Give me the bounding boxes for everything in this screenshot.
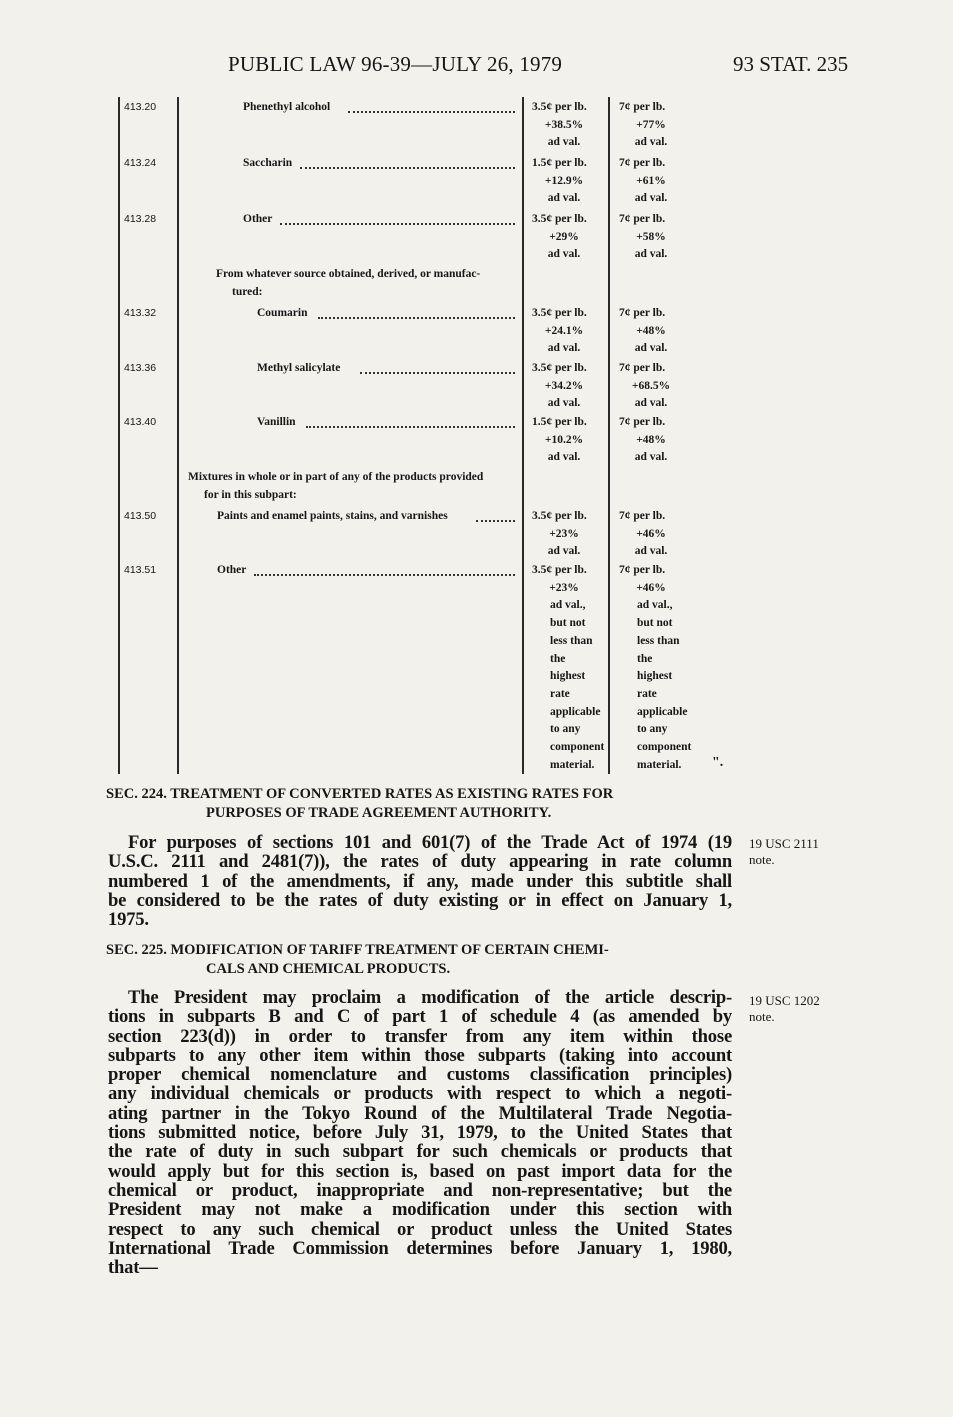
leader-dots xyxy=(280,222,515,225)
rate-column-2: 7¢ per lb. +61% ad val. xyxy=(619,157,668,205)
rate-column-1: 3.5¢ per lb. +24.1% ad val. xyxy=(532,307,587,355)
rate-column-2: 7¢ per lb. +77% ad val. xyxy=(619,101,668,149)
subheading-source: From whatever source obtained, derived, or manufac- xyxy=(216,268,481,280)
rate-column-1: 3.5¢ per lb. +38.5% ad val. xyxy=(532,101,587,149)
article-description: Other xyxy=(217,564,247,576)
rate-column-2: 7¢ per lb. +48% ad val. xyxy=(619,416,668,464)
rate-column-2: 7¢ per lb. +46% ad val., but not less than the highest rate applicable to any component material. xyxy=(619,564,692,771)
table-rule-rate1 xyxy=(522,97,524,774)
article-description: Paints and enamel paints, stains, and varnishes xyxy=(217,510,448,522)
subheading-mixtures: Mixtures in whole or in part of any of the products provided xyxy=(188,471,484,483)
article-description: Methyl salicylate xyxy=(257,362,341,374)
item-number: 413.32 xyxy=(124,307,157,319)
leader-dots xyxy=(348,110,515,113)
item-number: 413.50 xyxy=(124,510,157,522)
article-description: Other xyxy=(243,213,273,225)
table-rule-desc xyxy=(177,97,179,774)
section-225-body: The President may proclaim a modification of the article descrip- tions in subparts B and C of part 1 of schedule 4 (as amended by section 223(d)) in order to transfer from any item within those subparts to any other item within those subparts (taking into account proper chemical nomenclature and customs classification principles) any individual chemicals or products with respect to which a negoti- ating partner in the Tokyo Round of the Multilateral Trade Negotia- tions submitted notice, before July 31, 1979, to the United States that the rate of duty in such subpart for such chemicals or products that would apply but for this section is, based on past import data for the chemical or product, inappropriate and non-representative; but the President may not make a modification under this section with respect to any such chemical or product unless the United States International Trade Commission determines before January 1, 1980, that— xyxy=(108,987,732,1279)
running-header-title: PUBLIC LAW 96-39—JULY 26, 1979 xyxy=(228,52,563,76)
article-description: Vanillin xyxy=(257,416,296,428)
item-number: 413.28 xyxy=(124,213,157,225)
subheading-mixtures-cont: for in this subpart: xyxy=(204,489,297,501)
rate-column-1: 3.5¢ per lb. +23% ad val., but not less than the highest rate applicable to any component material. xyxy=(532,564,605,771)
rate-column-2: 7¢ per lb. +58% ad val. xyxy=(619,213,668,261)
rate-column-1: 1.5¢ per lb. +12.9% ad val. xyxy=(532,157,587,205)
leader-dots xyxy=(300,166,515,169)
section-225-heading: SEC. 225. MODIFICATION OF TARIFF TREATMENT OF CERTAIN CHEMI- CALS AND CHEMICAL PRODUCTS. xyxy=(106,942,609,977)
subheading-source-cont: tured: xyxy=(232,286,263,298)
article-description: Saccharin xyxy=(243,157,293,169)
rate-column-2: 7¢ per lb. +68.5% ad val. xyxy=(619,362,671,410)
item-number: 413.51 xyxy=(124,564,157,576)
rate-column-2: 7¢ per lb. +46% ad val. xyxy=(619,510,668,558)
table-rule-left xyxy=(118,97,120,774)
leader-dots xyxy=(306,425,515,428)
rate-column-1: 3.5¢ per lb. +29% ad val. xyxy=(532,213,587,261)
table-rule-rate2 xyxy=(608,97,610,774)
item-number: 413.24 xyxy=(124,157,157,169)
margin-note-2111: 19 USC 2111 note. xyxy=(749,836,819,867)
leader-dots xyxy=(254,573,515,576)
item-number: 413.36 xyxy=(124,362,157,374)
rate-column-1: 3.5¢ per lb. +34.2% ad val. xyxy=(532,362,587,410)
article-description: Phenethyl alcohol xyxy=(243,101,331,113)
item-number: 413.40 xyxy=(124,416,157,428)
leader-dots xyxy=(318,316,515,319)
article-description: Coumarin xyxy=(257,307,308,319)
leader-dots xyxy=(476,519,515,522)
item-number: 413.20 xyxy=(124,101,157,113)
section-224-body: For purposes of sections 101 and 601(7) of the Trade Act of 1974 (19 U.S.C. 2111 and 2481(7)), the rates of duty appearing in rate column numbered 1 of the amendments, if any, made under this subtitle shall be considered to be the rates of duty existing or in effect on January 1, 1975. xyxy=(108,832,732,931)
section-224-heading: SEC. 224. TREATMENT OF CONVERTED RATES AS EXISTING RATES FOR PURPOSES OF TRADE AGREEMENT AUTHORITY. xyxy=(106,786,614,821)
page-stat-number: 93 STAT. 235 xyxy=(733,52,849,76)
rate-column-1: 1.5¢ per lb. +10.2% ad val. xyxy=(532,416,587,464)
rate-column-2: 7¢ per lb. +48% ad val. xyxy=(619,307,668,355)
leader-dots xyxy=(360,371,515,374)
closing-quote: ". xyxy=(712,755,724,770)
margin-note-1202: 19 USC 1202 note. xyxy=(749,993,820,1024)
rate-column-1: 3.5¢ per lb. +23% ad val. xyxy=(532,510,587,558)
